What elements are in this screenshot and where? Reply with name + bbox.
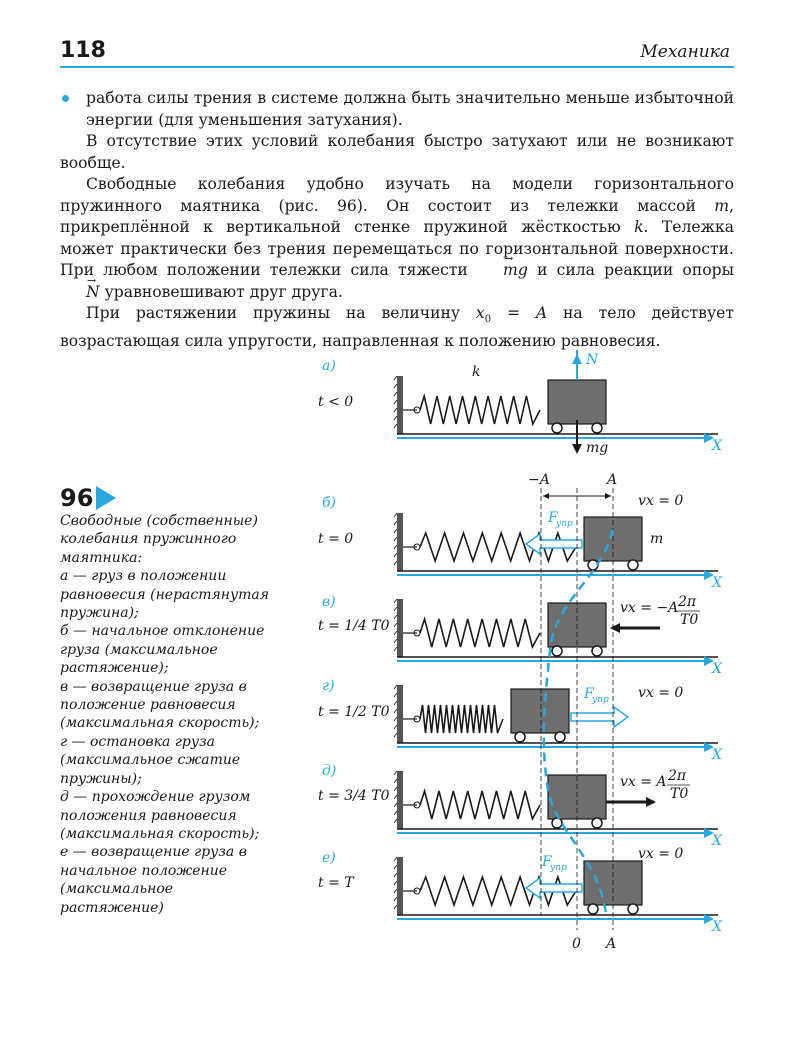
spring bbox=[420, 791, 540, 819]
x-axis-label: X bbox=[712, 833, 722, 849]
N-vector: → N bbox=[60, 282, 100, 304]
page-number: 118 bbox=[60, 38, 106, 63]
vx-label-e: vx = 0 bbox=[638, 846, 684, 862]
caption-line-e: е — возвращение груза в начальное положение (максимальное растяжение) bbox=[60, 844, 247, 916]
paragraph-1: В отсутствие этих условий колебания быстро затухают или не возникают вообще. bbox=[60, 132, 734, 172]
wheel bbox=[515, 732, 525, 742]
wheel bbox=[628, 904, 638, 914]
caption-line-v: в — возвращение груза в положение равновесия (максимальная скорость); bbox=[60, 678, 260, 732]
figure-number: 96 bbox=[60, 484, 94, 512]
paragraph-3: При растяжении пружины на величину $x_0 = A$ на тело действует возрастающая сила упругости, направленная к положению равновесия. bbox=[60, 304, 734, 350]
wheel bbox=[628, 560, 638, 570]
zero-label: 0 bbox=[572, 936, 581, 952]
panel-time: t = 1/4 T0 bbox=[318, 618, 390, 634]
mg-label: mg bbox=[586, 440, 609, 456]
vx-label-b: vx = 0 bbox=[638, 493, 684, 509]
caption-line-a: а — груз в положении равновесия (нерастянутая пружина); bbox=[60, 568, 270, 622]
F-label-e: F bbox=[542, 854, 552, 870]
panel-letter: а) bbox=[322, 358, 336, 374]
paragraph-2: Свободные колебания удобно изучать на модели горизонтального пружинного маятника (рис. 96). Он состоит из тележки массой m, прикреплённой к вертикальной стенке пружиной жёсткостью k. Тележка может практически без трения перемещаться по горизонтальной поверхности. При любом положении тележки сила тяжести → mg и сила реакции опоры → N уравновешивают друг друга. bbox=[60, 174, 734, 303]
panel-time: t < 0 bbox=[318, 394, 354, 410]
wall bbox=[397, 599, 403, 657]
panel-letter: б) bbox=[322, 495, 337, 511]
wheel bbox=[552, 646, 562, 656]
wheel bbox=[588, 904, 598, 914]
caption-line-d: д — прохождение грузом положения равновесия (максимальная скорость); bbox=[60, 789, 260, 842]
wheel bbox=[552, 818, 562, 828]
spring bbox=[420, 396, 540, 424]
cart bbox=[511, 689, 569, 733]
spring bbox=[420, 619, 540, 647]
panel-letter: г) bbox=[322, 678, 335, 694]
wheel bbox=[592, 646, 602, 656]
spring-k-label: k bbox=[472, 364, 481, 380]
panel-letter: в) bbox=[322, 594, 336, 610]
vx-frac-num-v: 2π bbox=[678, 594, 697, 610]
A-label-top: A bbox=[607, 472, 618, 488]
spring bbox=[420, 705, 503, 733]
panel-6 bbox=[318, 850, 723, 935]
x-axis-label: X bbox=[712, 575, 722, 591]
wall bbox=[397, 771, 403, 829]
wheel bbox=[592, 818, 602, 828]
mass-label: m bbox=[650, 531, 664, 547]
running-title: Механика bbox=[640, 42, 730, 62]
vx-label-v: vx = −A bbox=[620, 600, 679, 616]
panel-letter: е) bbox=[322, 850, 336, 866]
caption-line-g: г — остановка груза (максимальное сжатие пружины); bbox=[60, 733, 241, 787]
panel-time: t = 1/2 T0 bbox=[318, 704, 390, 720]
wall bbox=[397, 513, 403, 571]
bullet-item: работа силы трения в системе должна быть значительно меньше избыточной энергии (для уменьшения затухания). bbox=[60, 88, 734, 131]
panel-time: t = 0 bbox=[318, 531, 354, 547]
caption-line-intro: Свободные (собственные) колебания пружинного маятника: bbox=[60, 513, 258, 566]
panel-1 bbox=[318, 358, 723, 454]
F-label-b: F bbox=[548, 510, 558, 526]
F-arrow-g bbox=[571, 707, 628, 727]
vx-frac-num-d: 2π bbox=[668, 768, 687, 784]
vx-label-d: vx = A bbox=[620, 774, 667, 790]
x-axis-label: X bbox=[712, 661, 722, 677]
panel-time: t = T bbox=[318, 875, 354, 891]
F-label-g: F bbox=[584, 686, 594, 702]
panel-letter: д) bbox=[322, 763, 337, 779]
panel-time: t = 3/4 T0 bbox=[318, 788, 390, 804]
F-sub-b: упр bbox=[556, 519, 573, 529]
vx-frac-den-d: T0 bbox=[670, 786, 689, 802]
x-axis-label: X bbox=[712, 747, 722, 763]
wall bbox=[397, 376, 403, 434]
x-axis-label: X bbox=[712, 438, 722, 454]
wheel bbox=[552, 423, 562, 433]
wall bbox=[397, 685, 403, 743]
wheel bbox=[555, 732, 565, 742]
vx-label-g: vx = 0 bbox=[638, 685, 684, 701]
cart bbox=[548, 380, 606, 424]
caption-line-b: б — начальное отклонение груза (максимальное растяжение); bbox=[60, 623, 265, 677]
vx-frac-den-v: T0 bbox=[680, 612, 699, 628]
minus-A-label: −A bbox=[528, 472, 550, 488]
wheel bbox=[592, 423, 602, 433]
N-label: N bbox=[586, 352, 599, 368]
mg-vector: → mg bbox=[477, 260, 528, 282]
wall bbox=[397, 857, 403, 915]
F-sub-e: упр bbox=[550, 863, 567, 873]
F-sub-g: упр bbox=[592, 695, 609, 705]
A-label-bottom: A bbox=[606, 936, 617, 952]
x-axis-label: X bbox=[712, 919, 722, 935]
